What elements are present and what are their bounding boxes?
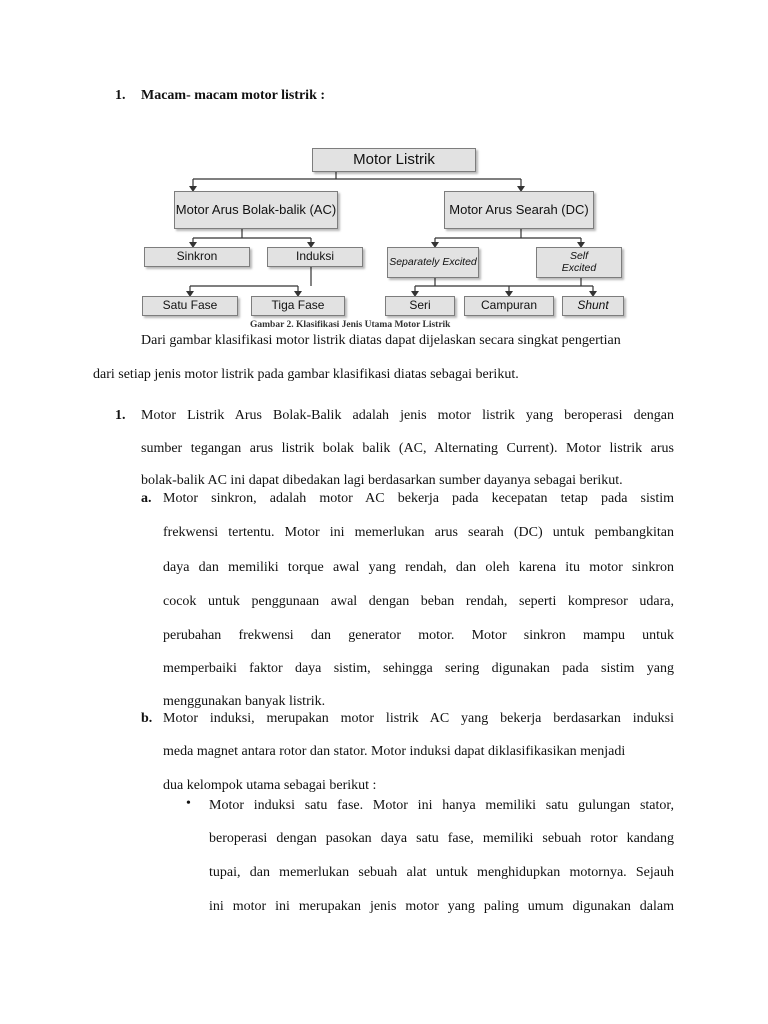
section-heading [115,88,325,104]
item-1-line: sumber tegangan arus listrik bolak balik (AC, Alternating Current). Motor listrik arus [141,441,674,456]
item-a-line: menggunakan banyak listrik. [163,694,326,709]
node-motor-ac: Motor Arus Bolak-balik (AC) [174,191,338,229]
motor-classification-diagram [138,143,638,338]
item-a-line: Motor sinkron, adalah motor AC bekerja pada kecepatan tetap pada sistim [163,491,674,506]
node-motor-dc: Motor Arus Searah (DC) [444,191,594,229]
intro-line-2: dari setiap jenis motor listrik pada gambar klasifikasi diatas sebagai berikut. [93,367,519,382]
item-a-line: frekwensi tertentu. Motor ini memerlukan arus searah (DC) untuk pembangkitan [163,525,674,540]
item-a-line: cocok untuk penggunaan awal dengan beban rendah, seperti kompresor udara, [163,594,674,609]
bullet-line: beroperasi dengan pasokan daya satu fase, memiliki sebuah rotor kandang [209,831,674,846]
section-title: Macam- macam motor listrik : [141,88,326,103]
intro-line-1: Dari gambar klasifikasi motor listrik diatas dapat dijelaskan secara singkat pengertian [141,333,621,348]
item-1-number: 1. [115,408,126,423]
bullet-marker: • [186,796,191,811]
bullet-line: tupai, dan memerlukan sebuah alat untuk menghidupkan motornya. Sejauh [209,865,674,880]
node-sinkron: Sinkron [144,247,250,267]
item-b-line: Motor induksi, merupakan motor listrik AC yang bekerja berdasarkan induksi [163,711,674,726]
node-seri: Seri [385,296,455,316]
item-a-line: memperbaiki faktor daya sistim, sehingga sering digunakan pada sistim yang [163,661,674,676]
figure-caption: Gambar 2. Klasifikasi Jenis Utama Motor Listrik [250,320,451,330]
node-induksi: Induksi [267,247,363,267]
item-b-line: meda magnet antara rotor dan stator. Motor induksi dapat diklasifikasikan menjadi [163,744,626,759]
item-a-line: daya dan memiliki torque awal yang rendah, dan oleh karena itu motor sinkron [163,560,674,575]
node-tiga-fase: Tiga Fase [251,296,345,316]
node-shunt: Shunt [562,296,624,316]
bullet-line: ini motor ini merupakan jenis motor yang paling umum digunakan dalam [209,899,674,914]
node-campuran: Campuran [464,296,554,316]
node-motor-listrik: Motor Listrik [312,148,476,172]
item-1-line: bolak-balik AC ini dapat dibedakan lagi berdasarkan sumber dayanya sebagai berikut. [141,473,623,488]
item-1-line: Motor Listrik Arus Bolak-Balik adalah jenis motor listrik yang beroperasi dengan [141,408,674,423]
node-separately-excited: Separately Excited [387,247,479,278]
item-b-marker: b. [141,711,153,726]
section-number: 1. [115,88,126,103]
bullet-line: Motor induksi satu fase. Motor ini hanya memiliki satu gulungan stator, [209,798,674,813]
item-a-line: perubahan frekwensi dan generator motor. Motor sinkron mampu untuk [163,628,674,643]
item-b-line: dua kelompok utama sebagai berikut : [163,778,377,793]
item-a-marker: a. [141,491,152,506]
node-self-excited: Self Excited [536,247,622,278]
node-satu-fase: Satu Fase [142,296,238,316]
